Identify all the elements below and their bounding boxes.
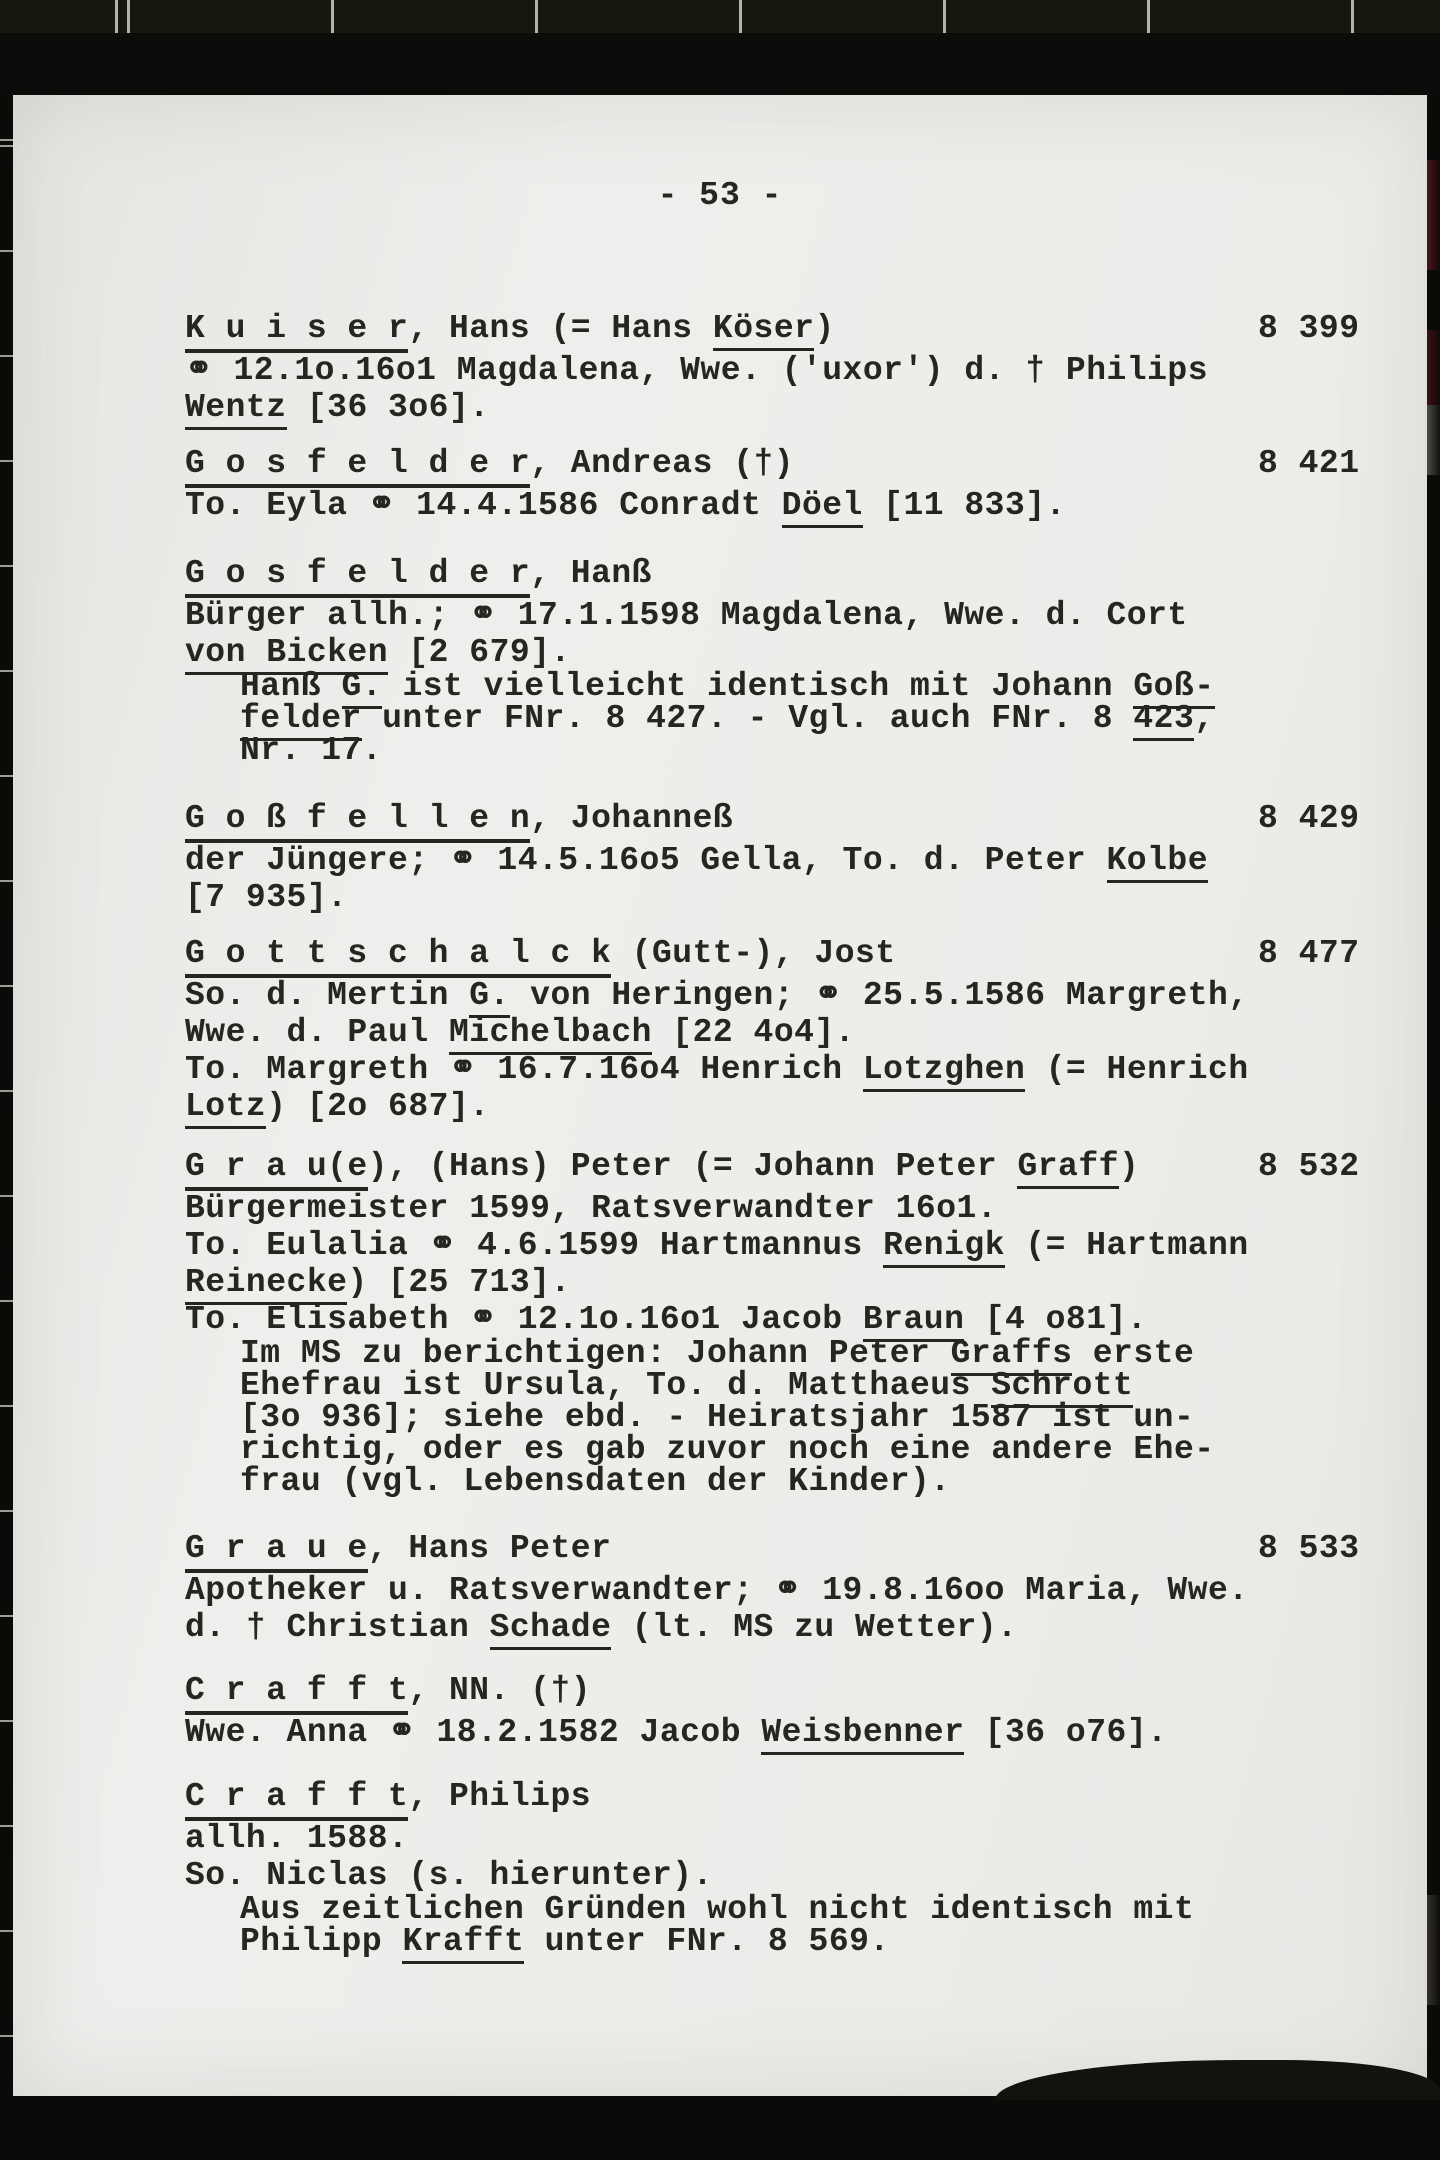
text-segment: To. Elisabeth ⚭ 12.1o.16o1 Jacob: [185, 1301, 863, 1338]
register-entry: [13, 1778, 1427, 1958]
register-entry: [13, 555, 1427, 767]
entry-note: [240, 1891, 1427, 1960]
text-segment: Aus zeitlichen Gründen wohl nicht identisch mit: [240, 1891, 1195, 1928]
film-edge-tint: [1427, 1090, 1440, 1210]
underlined-text: Reinecke: [185, 1264, 347, 1305]
underlined-text: G o ß f e l l e n: [185, 800, 530, 843]
entry-body-line: [185, 389, 1427, 426]
text-segment: [3o 936]; siehe ebd. - Heiratsjahr 1587 ist un-: [240, 1399, 1195, 1436]
entry-body-line: [185, 1051, 1427, 1088]
text-segment: ): [1118, 1148, 1140, 1185]
text-segment: ist vielleicht identisch mit Johann: [382, 668, 1134, 705]
underlined-text: G r a u(e: [185, 1148, 368, 1191]
text-segment: To. Margreth ⚭ 16.7.16o4 Henrich: [185, 1051, 863, 1088]
underlined-text: G o s f e l d e r: [185, 555, 530, 598]
entry-header: [185, 310, 1427, 347]
entry-note-line: [240, 1463, 1427, 1500]
text-segment: d. † Christian: [185, 1609, 490, 1646]
underlined-text: Köser: [713, 310, 815, 351]
text-segment: (Gutt-), Jost: [611, 935, 896, 972]
text-segment: [7 935].: [185, 879, 348, 916]
entry-note-line: [240, 1431, 1427, 1468]
entry-body-line: [185, 842, 1427, 879]
entry-body-line: [185, 634, 1427, 671]
text-segment: (lt. MS zu Wetter).: [611, 1609, 1018, 1646]
entry-note-line: [240, 668, 1427, 705]
entry-body-line: [185, 352, 1427, 389]
text-segment: ) [2o 687].: [266, 1088, 490, 1125]
entry-note-line: [240, 1891, 1427, 1928]
entry-body-line: [185, 1609, 1427, 1646]
underlined-text: C r a f f t: [185, 1778, 408, 1821]
entry-body-line: [185, 597, 1427, 634]
entry-family-number: 8 399: [1258, 310, 1360, 347]
text-segment: [11 833].: [862, 487, 1066, 524]
underlined-text: G.: [342, 668, 383, 709]
text-segment: Bürger allh.; ⚭ 17.1.1598 Magdalena, Wwe. d. Cort: [185, 597, 1188, 634]
entry-family-number: 8 421: [1258, 445, 1360, 482]
entry-note: [240, 668, 1427, 769]
underlined-text: Goß-: [1133, 668, 1214, 709]
entry-header: [185, 935, 1427, 972]
text-segment: [36 o76].: [964, 1714, 1168, 1751]
underlined-text: G o s f e l d e r: [185, 445, 530, 488]
entry-note-line: [240, 1335, 1427, 1372]
text-segment: erste: [1072, 1335, 1195, 1372]
entry-header: [185, 1672, 1427, 1709]
entry-body-line: [185, 1857, 1427, 1894]
entry-note-line: [240, 1399, 1427, 1436]
underlined-text: Braun: [863, 1301, 965, 1342]
text-segment: , Johanneß: [530, 800, 734, 837]
entry-body-line: [185, 487, 1427, 524]
text-segment: ), (Hans) Peter (= Johann Peter: [367, 1148, 1018, 1185]
underlined-text: Krafft: [402, 1923, 524, 1964]
film-edge-tint: [1427, 405, 1440, 475]
film-left-edge: [0, 95, 13, 2096]
register-entry: [13, 1530, 1427, 1646]
underlined-text: Wentz: [185, 389, 287, 430]
register-entry: [13, 310, 1427, 426]
text-segment: Philipp: [240, 1923, 403, 1960]
underlined-text: Lotzghen: [863, 1051, 1025, 1092]
underlined-text: Weisbenner: [761, 1714, 964, 1755]
text-segment: To. Eulalia ⚭ 4.6.1599 Hartmannus: [185, 1227, 884, 1264]
register-entry: [13, 800, 1427, 916]
underlined-text: C r a f f t: [185, 1672, 408, 1715]
entry-body-line: [185, 1227, 1427, 1264]
page-sheet: [13, 95, 1427, 2096]
entry-body-line: [185, 879, 1427, 916]
entry-body-line: [185, 977, 1427, 1014]
entry-header: [185, 445, 1427, 482]
entry-header: [185, 1530, 1427, 1567]
text-segment: Ehefrau ist Ursula, To. d. Matthaeus: [240, 1367, 992, 1404]
text-segment: Nr. 17.: [240, 732, 383, 769]
register-entry: [13, 445, 1427, 524]
film-edge-tint: [1427, 1895, 1440, 2005]
underlined-text: G.: [469, 977, 510, 1018]
underlined-text: Graffs: [951, 1335, 1073, 1376]
entry-note-line: [240, 1923, 1427, 1960]
entry-note: [240, 1335, 1427, 1500]
entry-header: [185, 800, 1427, 837]
text-segment: (= Henrich: [1025, 1051, 1249, 1088]
entry-family-number: 8 533: [1258, 1530, 1360, 1567]
entry-family-number: 8 477: [1258, 935, 1360, 972]
entry-header: [185, 1778, 1427, 1815]
entry-body-line: [185, 1088, 1427, 1125]
entry-note-line: [240, 1367, 1427, 1404]
text-segment: , Hanß: [530, 555, 652, 592]
underlined-text: von Bicken: [185, 634, 388, 675]
text-segment: ) [25 713].: [347, 1264, 571, 1301]
entry-note-line: [240, 700, 1427, 737]
text-segment: Bürgermeister 1599, Ratsverwandter 16o1.: [185, 1190, 998, 1227]
underlined-text: Kolbe: [1107, 842, 1209, 883]
text-segment: ,: [1194, 700, 1215, 737]
text-segment: , Andreas (†): [530, 445, 795, 482]
underlined-text: 423: [1133, 700, 1194, 741]
text-segment: So. d. Mertin: [185, 977, 470, 1014]
entry-family-number: 8 532: [1258, 1148, 1360, 1185]
text-segment: Apotheker u. Ratsverwandter; ⚭ 19.8.16oo Maria, Wwe.: [185, 1572, 1249, 1609]
text-segment: Wwe. Anna ⚭ 18.2.1582 Jacob: [185, 1714, 762, 1751]
text-segment: , NN. (†): [408, 1672, 592, 1709]
entry-note-line: [240, 732, 1427, 769]
register-entry: [13, 1672, 1427, 1751]
text-segment: Wwe. d. Paul: [185, 1014, 449, 1051]
underlined-text: G o t t s c h a l c k: [185, 935, 611, 978]
film-edge-tint: [1427, 330, 1440, 410]
film-top-band: [0, 33, 1440, 95]
underlined-text: Renigk: [883, 1227, 1005, 1268]
text-segment: ): [814, 310, 835, 347]
text-segment: frau (vgl. Lebensdaten der Kinder).: [240, 1463, 951, 1500]
text-segment: [2 679].: [388, 634, 571, 671]
text-segment: richtig, oder es gab zuvor noch eine andere Ehe-: [240, 1431, 1215, 1468]
register-entry: [13, 935, 1427, 1125]
text-segment: [22 4o4].: [652, 1014, 856, 1051]
film-bottom-band: [0, 2096, 1440, 2160]
entry-body-line: [185, 1190, 1427, 1227]
entry-body-line: [185, 1572, 1427, 1609]
text-segment: (= Hartmann: [1005, 1227, 1249, 1264]
entry-body-line: [185, 1301, 1427, 1338]
text-segment: der Jüngere; ⚭ 14.5.16o5 Gella, To. d. Peter: [185, 842, 1107, 879]
text-segment: unter FNr. 8 427. - Vgl. auch FNr. 8: [361, 700, 1134, 737]
text-segment: , Hans (= Hans: [408, 310, 713, 347]
text-segment: , Philips: [408, 1778, 592, 1815]
page-number: - 53 -: [657, 177, 783, 214]
entry-family-number: 8 429: [1258, 800, 1360, 837]
underlined-text: Lotz: [185, 1088, 266, 1129]
entry-body-line: [185, 1014, 1427, 1051]
underlined-text: G r a u e: [185, 1530, 368, 1573]
underlined-text: Schade: [490, 1609, 612, 1650]
text-segment: [36 3o6].: [286, 389, 490, 426]
underlined-text: Graff: [1017, 1148, 1119, 1189]
entry-body-line: [185, 1264, 1427, 1301]
entry-body-line: [185, 1820, 1427, 1857]
underlined-text: Schrott: [991, 1367, 1133, 1408]
film-right-edge: [1427, 95, 1440, 2096]
text-segment: [4 o81].: [964, 1301, 1148, 1338]
text-segment: To. Eyla ⚭ 14.4.1586 Conradt: [185, 487, 782, 524]
text-segment: So. Niclas (s. hierunter).: [185, 1857, 713, 1894]
film-edge-tint: [1427, 160, 1440, 270]
text-segment: von Heringen; ⚭ 25.5.1586 Margreth,: [509, 977, 1249, 1014]
underlined-text: felder: [240, 700, 362, 741]
underlined-text: Michelbach: [449, 1014, 652, 1055]
text-segment: , Hans Peter: [367, 1530, 612, 1567]
text-segment: allh. 1588.: [185, 1820, 409, 1857]
text-segment: unter FNr. 8 569.: [524, 1923, 890, 1960]
entry-body-line: [185, 1714, 1427, 1751]
text-segment: Hanß: [240, 668, 342, 705]
text-segment: ⚭ 12.1o.16o1 Magdalena, Wwe. ('uxor') d. † Philips: [185, 352, 1209, 389]
underlined-text: K u i s e r: [185, 310, 408, 353]
entry-header: [185, 555, 1427, 592]
text-segment: Im MS zu berichtigen: Johann Peter: [240, 1335, 951, 1372]
register-entry: [13, 1148, 1427, 1498]
underlined-text: Döel: [782, 487, 863, 528]
film-top-strip: [0, 0, 1440, 33]
entry-header: [185, 1148, 1427, 1185]
entries-layer: [13, 95, 1427, 2096]
